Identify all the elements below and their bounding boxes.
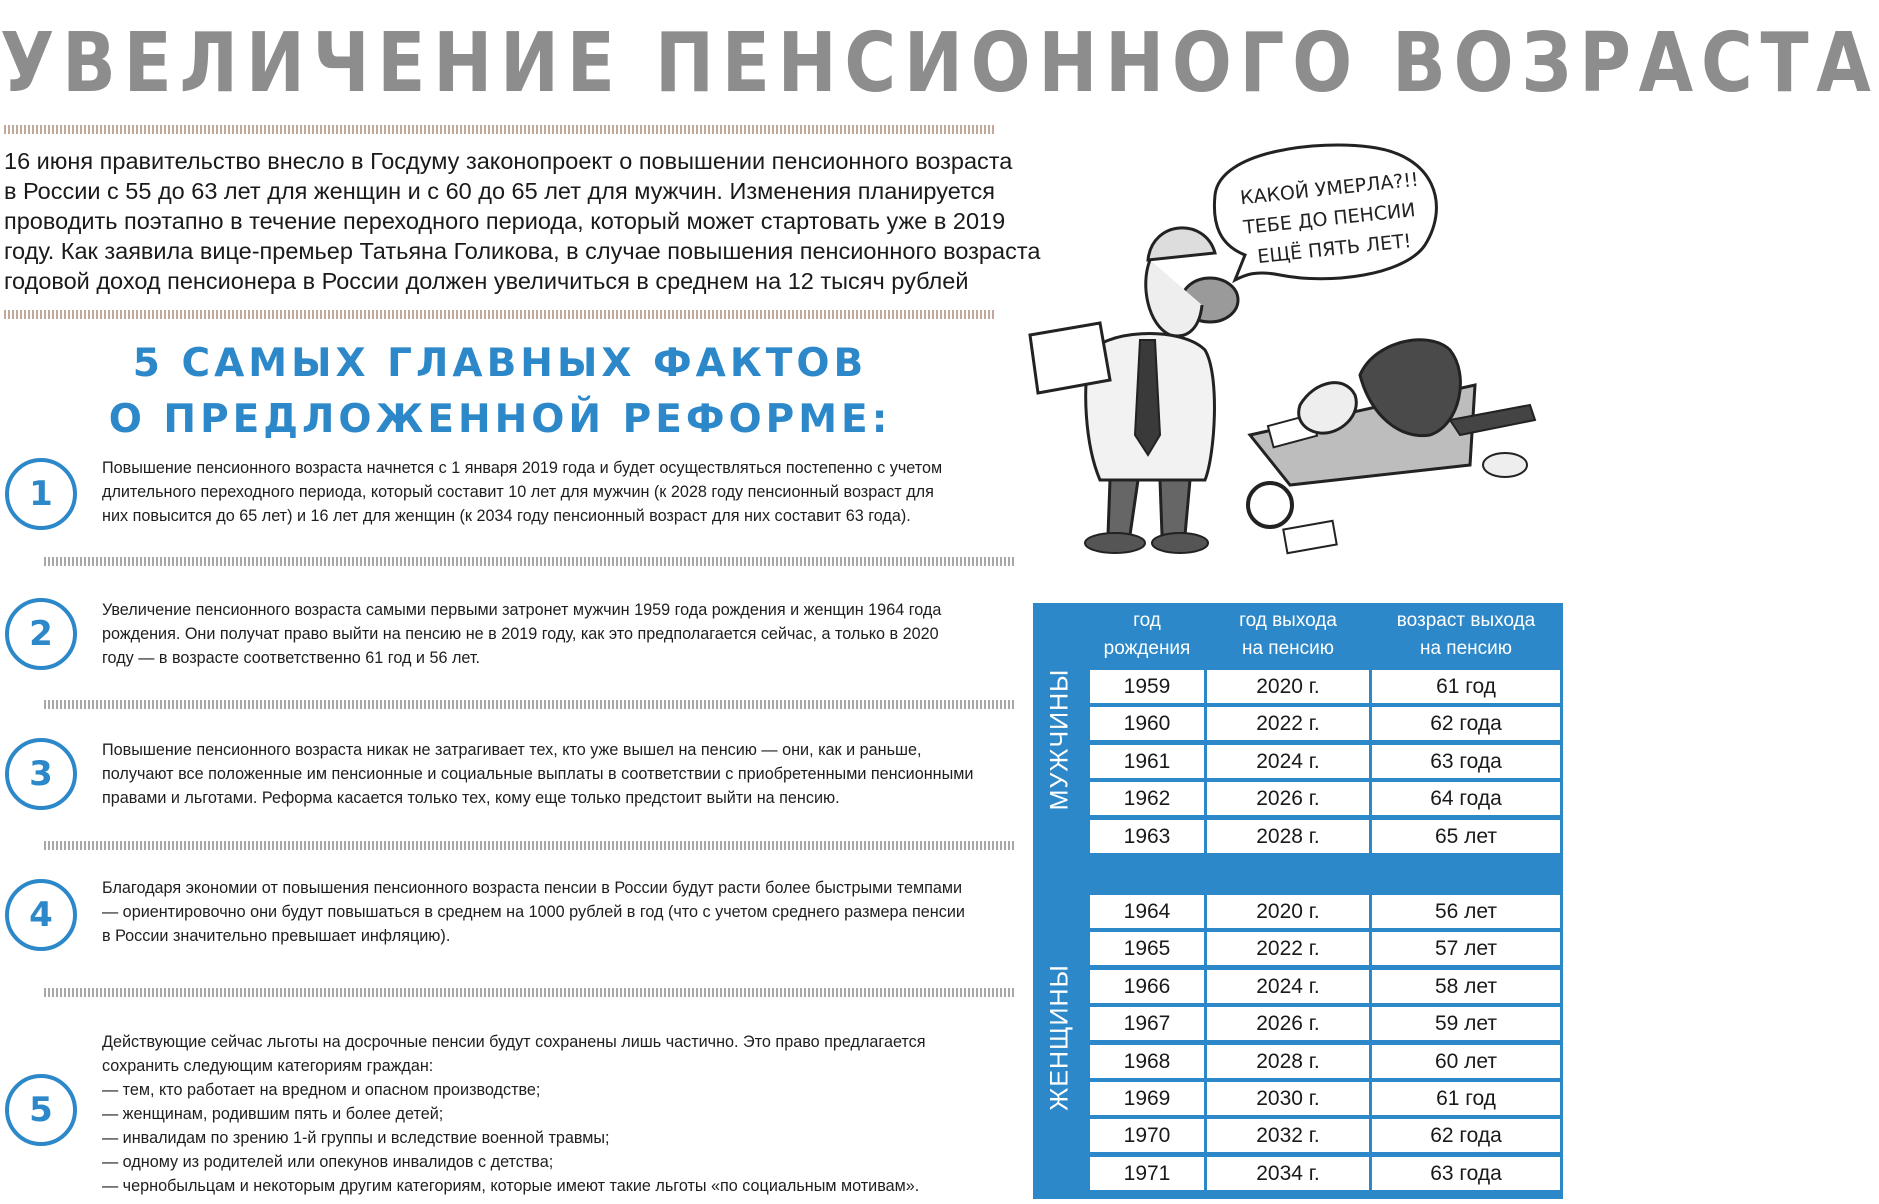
fact-number-badge: 3 bbox=[5, 738, 77, 810]
fact-line: Действующие сейчас льготы на досрочные пенсии будут сохранены лишь частично. Это право предлагается bbox=[102, 1033, 926, 1051]
table-cell: 60 лет bbox=[1372, 1045, 1560, 1078]
table-cell: 1962 bbox=[1090, 782, 1204, 815]
fact-line: — тем, кто работает на вредном и опасном производстве; bbox=[102, 1081, 541, 1099]
fact-divider bbox=[44, 841, 1014, 850]
intro-paragraph bbox=[4, 146, 1041, 296]
table-cell: 2024 г. bbox=[1207, 745, 1369, 778]
retirement-table bbox=[1033, 603, 1563, 1199]
intro-line: 16 июня правительство внесло в Госдуму законопроект о повышении пенсионного возраста bbox=[4, 148, 1013, 174]
fact-line: Благодаря экономии от повышения пенсионного возраста пенсии в России будут расти более быстрыми темпами bbox=[102, 879, 963, 897]
table-cell: 2028 г. bbox=[1207, 1045, 1369, 1078]
fact-line: — ориентировочно они будут повышаться в среднем на 1000 рублей в год (что с учетом среднего размера пенсии bbox=[102, 903, 965, 921]
table-cell: 64 года bbox=[1372, 782, 1560, 815]
top-divider bbox=[4, 125, 994, 134]
table-cell: 1965 bbox=[1090, 932, 1204, 965]
intro-line: годовой доход пенсионера в России должен увеличиться в среднем на 12 тысяч рублей bbox=[4, 268, 969, 294]
fact-number-badge: 4 bbox=[5, 879, 77, 951]
fact-line: в России значительно превышает инфляцию). bbox=[102, 927, 451, 945]
table-cell: 61 год bbox=[1372, 670, 1560, 703]
table-cell: 1970 bbox=[1090, 1119, 1204, 1152]
table-cell: 2020 г. bbox=[1207, 895, 1369, 928]
table-cell: 57 лет bbox=[1372, 932, 1560, 965]
fact-number-badge: 5 bbox=[5, 1074, 77, 1146]
fact-line: — одному из родителей или опекунов инвалидов с детства; bbox=[102, 1153, 554, 1171]
table-cell: 1963 bbox=[1090, 820, 1204, 853]
speech-line: КАКОЙ УМЕРЛА?!! bbox=[1239, 168, 1420, 210]
fact-line: — чернобыльцам и некоторым другим категориям, которые имеют такие льготы «по социальным мотивам». bbox=[102, 1177, 920, 1195]
column-header: год рождения bbox=[1103, 610, 1191, 659]
speech-line: ЕЩЁ ПЯТЬ ЛЕТ! bbox=[1256, 230, 1413, 269]
intro-divider bbox=[4, 310, 994, 319]
fact-5-text bbox=[102, 1030, 1014, 1198]
table-cell: 2028 г. bbox=[1207, 820, 1369, 853]
fact-line: них повысится до 65 лет) и 16 лет для женщин (к 2034 году пенсионный возраст для них составит 63 года). bbox=[102, 507, 911, 525]
fact-3-text bbox=[102, 738, 1014, 810]
table-cell: 63 года bbox=[1372, 1157, 1560, 1190]
table-cell: 2030 г. bbox=[1207, 1082, 1369, 1115]
table-cell: 56 лет bbox=[1372, 895, 1560, 928]
facts-heading bbox=[0, 336, 1000, 448]
table-cell: 2026 г. bbox=[1207, 1007, 1369, 1040]
intro-line: году. Как заявила вице-премьер Татьяна Голикова, в случае повышения пенсионного возраста bbox=[4, 238, 1041, 264]
table-cell: 2026 г. bbox=[1207, 782, 1369, 815]
table-cell: 62 года bbox=[1372, 707, 1560, 740]
table-cell: 1961 bbox=[1090, 745, 1204, 778]
table-cell: 1967 bbox=[1090, 1007, 1204, 1040]
fact-line: правами и льготами. Реформа касается только тех, кому еще только предстоит выйти на пенсию. bbox=[102, 789, 840, 807]
table-cell: 2024 г. bbox=[1207, 970, 1369, 1003]
cartoon-illustration bbox=[1030, 135, 1564, 575]
intro-line: в России с 55 до 63 лет для женщин и с 60 до 65 лет для мужчин. Изменения планируется bbox=[4, 178, 995, 204]
table-cell: 2022 г. bbox=[1207, 932, 1369, 965]
table-cell: 58 лет bbox=[1372, 970, 1560, 1003]
fact-number-badge: 2 bbox=[5, 598, 77, 670]
table-cell: 1969 bbox=[1090, 1082, 1204, 1115]
fact-line: рождения. Они получат право выйти на пенсию не в 2019 году, как это предполагается сейчас, а только в 2020 bbox=[102, 625, 939, 643]
fact-divider bbox=[44, 988, 1014, 997]
table-cell: 1966 bbox=[1090, 970, 1204, 1003]
intro-line: проводить поэтапно в течение переходного периода, который может стартовать уже в 2019 bbox=[4, 208, 1006, 234]
speech-line: ТЕБЕ ДО ПЕНСИИ bbox=[1242, 199, 1417, 240]
table-cell: 59 лет bbox=[1372, 1007, 1560, 1040]
facts-heading-line: О ПРЕДЛОЖЕННОЙ РЕФОРМЕ: bbox=[108, 397, 892, 442]
fact-line: — женщинам, родившим пять и более детей; bbox=[102, 1105, 444, 1123]
table-cell: 1971 bbox=[1090, 1157, 1204, 1190]
fact-line: году — в возрасте соответственно 61 год и 56 лет. bbox=[102, 649, 480, 667]
fact-2-text bbox=[102, 598, 1014, 670]
table-cell: 1968 bbox=[1090, 1045, 1204, 1078]
table-cell: 62 года bbox=[1372, 1119, 1560, 1152]
column-header: год выхода на пенсию bbox=[1239, 610, 1337, 659]
men-group-label: МУЖЧИНЫ bbox=[1045, 668, 1074, 811]
fact-4-text bbox=[102, 876, 1014, 948]
women-group-label: ЖЕНЩИНЫ bbox=[1045, 964, 1074, 1111]
fact-number-badge: 1 bbox=[5, 458, 77, 530]
page-title: УВЕЛИЧЕНИЕ ПЕНСИОННОГО ВОЗРАСТА bbox=[0, 16, 1879, 111]
table-cell: 2022 г. bbox=[1207, 707, 1369, 740]
fact-divider bbox=[44, 557, 1014, 566]
table-cell: 65 лет bbox=[1372, 820, 1560, 853]
table-cell: 63 года bbox=[1372, 745, 1560, 778]
facts-heading-line: 5 САМЫХ ГЛАВНЫХ ФАКТОВ bbox=[132, 341, 868, 386]
table-cell: 2034 г. bbox=[1207, 1157, 1369, 1190]
table-cell: 2020 г. bbox=[1207, 670, 1369, 703]
fact-line: сохранить следующим категориям граждан: bbox=[102, 1057, 434, 1075]
fact-line: длительного переходного периода, который составит 10 лет для мужчин (к 2028 году пенсионный возраст для bbox=[102, 483, 934, 501]
fact-line: — инвалидам по зрению 1-й группы и вследствие военной травмы; bbox=[102, 1129, 610, 1147]
fact-line: Повышение пенсионного возраста начнется с 1 января 2019 года и будет осуществляться постепенно с учетом bbox=[102, 459, 943, 477]
fact-line: Повышение пенсионного возраста никак не затрагивает тех, кто уже вышел на пенсию — они, как и раньше, bbox=[102, 741, 922, 759]
fact-divider bbox=[44, 700, 1014, 709]
fact-line: Увеличение пенсионного возраста самыми первыми затронет мужчин 1959 года рождения и женщин 1964 года bbox=[102, 601, 942, 619]
fact-line: получают все положенные им пенсионные и социальные выплаты в соответствии с приобретенными пенсионными bbox=[102, 765, 974, 783]
table-cell: 1960 bbox=[1090, 707, 1204, 740]
table-cell: 1964 bbox=[1090, 895, 1204, 928]
fact-1-text bbox=[102, 456, 1014, 528]
table-cell: 2032 г. bbox=[1207, 1119, 1369, 1152]
table-cell: 61 год bbox=[1372, 1082, 1560, 1115]
column-header: возраст выхода на пенсию bbox=[1396, 610, 1536, 659]
table-cell: 1959 bbox=[1090, 670, 1204, 703]
